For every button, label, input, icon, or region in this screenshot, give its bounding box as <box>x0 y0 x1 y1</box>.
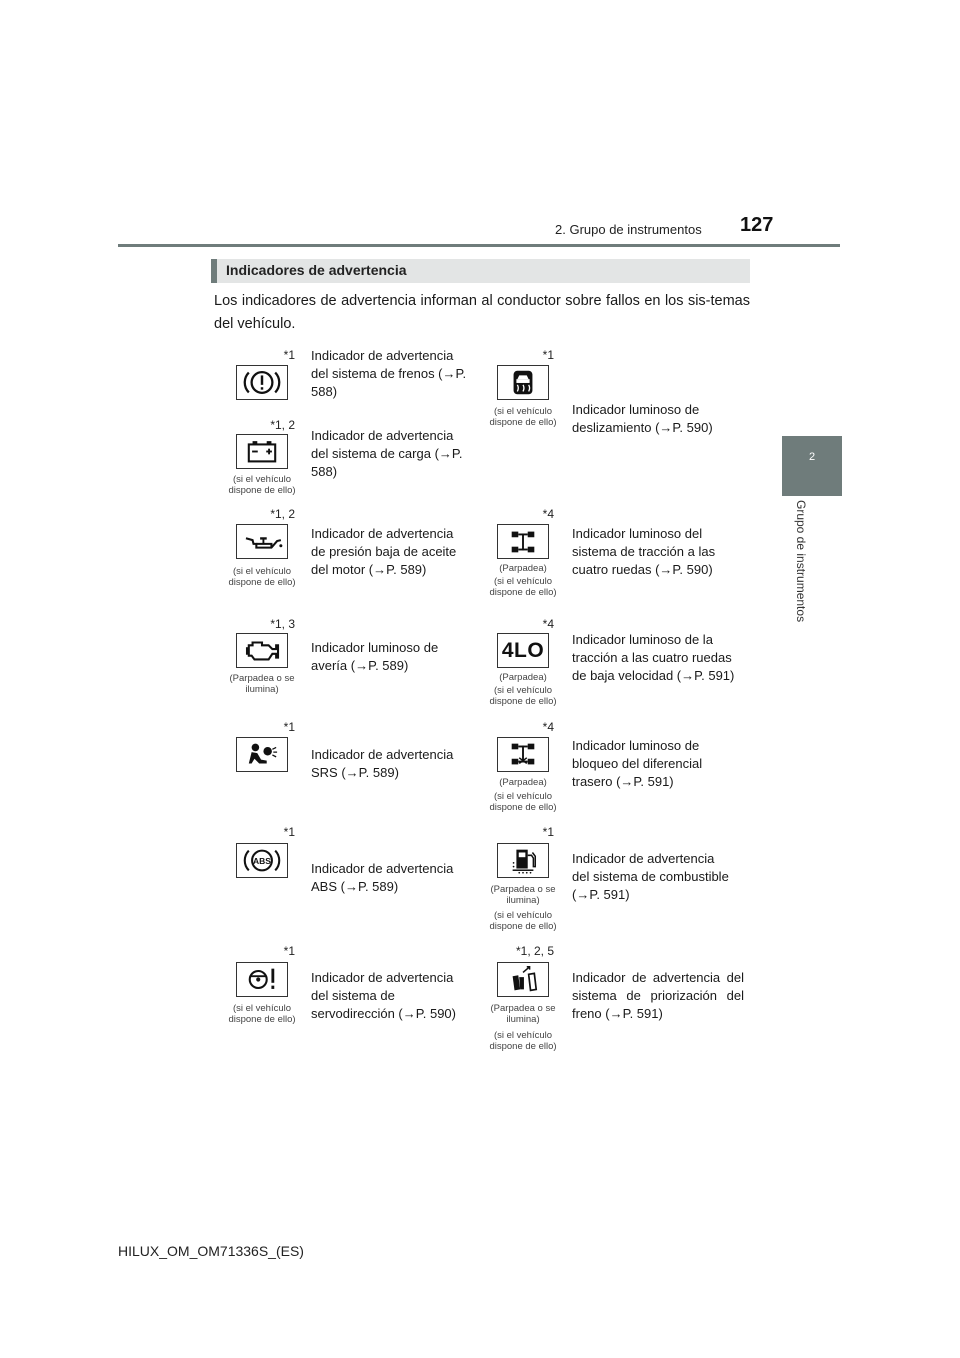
chapter-tab-label: Grupo de instrumentos <box>794 500 808 623</box>
indicator-box-rear-diff <box>497 737 549 772</box>
indicator-box-four-lo <box>497 633 549 668</box>
oil-can-icon <box>237 525 287 558</box>
footnote-mark: *1 <box>283 720 295 734</box>
indicator-box-srs <box>236 737 288 772</box>
footnote-mark: *1 <box>283 825 295 839</box>
availability-note: (si el vehículo dispone de ello) <box>228 566 296 588</box>
brake-warning-icon <box>237 366 287 399</box>
footnote-mark: *1 <box>542 348 554 362</box>
availability-note: (si el vehículo dispone de ello) <box>489 576 557 598</box>
chapter-tab-label-wrap <box>782 496 842 696</box>
availability-note: (si el vehículo dispone de ello) <box>489 685 557 707</box>
footnote-mark: *1, 3 <box>270 617 295 631</box>
footnote-mark: *1 <box>542 825 554 839</box>
chapter-tab <box>782 436 842 496</box>
availability-note: (si el vehículo dispone de ello) <box>489 406 557 428</box>
blink-note: (Parpadea) <box>499 672 547 683</box>
desc-abs: Indicador de advertencia ABS (→P. 589) <box>311 861 454 894</box>
header-divider <box>118 244 840 247</box>
brake-override-icon <box>498 963 548 996</box>
desc-slip: Indicador luminoso de deslizamiento (→P. 590) <box>572 402 713 435</box>
desc-brake: Indicador de advertencia del sistema de frenos (→P. 588) <box>311 348 467 399</box>
slip-indicator-icon <box>498 366 548 399</box>
four-lo-label: 4LO <box>501 638 545 662</box>
desc-four-wd: Indicador luminoso del sistema de tracción a las cuatro ruedas (→P. 590) <box>572 526 716 577</box>
running-header: 2. Grupo de instrumentos <box>555 222 702 237</box>
indicator-box-oil <box>236 524 288 559</box>
desc-srs: Indicador de advertencia SRS (→P. 589) <box>311 747 454 780</box>
availability-note: (si el vehículo dispone de ello) <box>489 1030 557 1052</box>
blink-note: (Parpadea o se ilumina) <box>490 884 556 906</box>
availability-note: (si el vehículo dispone de ello) <box>228 474 296 496</box>
section-title: Indicadores de advertencia <box>226 262 407 278</box>
fuel-pump-icon <box>498 844 548 877</box>
airbag-icon <box>237 738 287 771</box>
footnote-mark: *4 <box>542 617 554 631</box>
footnote-mark: *4 <box>542 507 554 521</box>
indicator-box-steering <box>236 962 288 997</box>
indicator-box-fuel <box>497 843 549 878</box>
desc-rear-diff: Indicador luminoso de bloqueo del diferencial trasero (→P. 591) <box>572 738 703 789</box>
indicator-box-malfunction <box>236 633 288 668</box>
desc-charging: Indicador de advertencia del sistema de carga (→P. 588) <box>311 428 463 479</box>
check-engine-icon <box>237 634 287 667</box>
intro-paragraph: Los indicadores de advertencia informan al conductor sobre fallos en los sis-temas del vehículo. <box>214 293 750 332</box>
desc-brake-override: Indicador de advertencia del sistema de priorización del freno (→P. 591) <box>572 970 744 1021</box>
page-number: 127 <box>740 214 774 236</box>
footnote-mark: *1, 2, 5 <box>515 944 554 958</box>
footnote-mark: *1, 2 <box>270 418 295 432</box>
blink-note: (Parpadea) <box>499 563 547 574</box>
footnote-mark: *1, 2 <box>270 507 295 521</box>
chapter-tab-number: 2 <box>808 451 816 463</box>
abs-label: ABS <box>253 855 271 866</box>
indicator-box-abs <box>236 843 288 878</box>
abs-icon <box>237 844 287 877</box>
availability-note: (si el vehículo dispone de ello) <box>489 910 557 932</box>
indicator-box-brake <box>236 365 288 400</box>
section-heading <box>211 259 750 283</box>
desc-four-lo: Indicador luminoso de la tracción a las cuatro ruedas de baja velocidad (→P. 591) <box>572 632 735 683</box>
indicator-box-slip <box>497 365 549 400</box>
blink-note: (Parpadea o se ilumina) <box>229 673 295 695</box>
footnote-mark: *1 <box>283 348 295 362</box>
blink-note: (Parpadea o se ilumina) <box>490 1003 556 1025</box>
footnote-mark: *4 <box>542 720 554 734</box>
footnote-mark: *1 <box>283 944 295 958</box>
document-code: HILUX_OM_OM71336S_(ES) <box>118 1243 304 1259</box>
indicator-box-charging <box>236 434 288 469</box>
indicator-box-brake-override <box>497 962 549 997</box>
indicator-box-four-wd <box>497 524 549 559</box>
battery-icon <box>237 435 287 468</box>
power-steering-icon <box>237 963 287 996</box>
desc-steering: Indicador de advertencia del sistema de servodirección (→P. 590) <box>311 970 456 1021</box>
four-wheel-drive-icon <box>498 525 548 558</box>
desc-oil: Indicador de advertencia de presión baja de aceite del motor (→P. 589) <box>311 526 457 577</box>
desc-fuel: Indicador de advertencia del sistema de combustible (→P. 591) <box>572 851 729 902</box>
availability-note: (si el vehículo dispone de ello) <box>489 791 557 813</box>
desc-malfunction: Indicador luminoso de avería (→P. 589) <box>311 640 439 673</box>
rear-diff-lock-icon <box>498 738 548 771</box>
blink-note: (Parpadea) <box>499 777 547 788</box>
availability-note: (si el vehículo dispone de ello) <box>228 1003 296 1025</box>
